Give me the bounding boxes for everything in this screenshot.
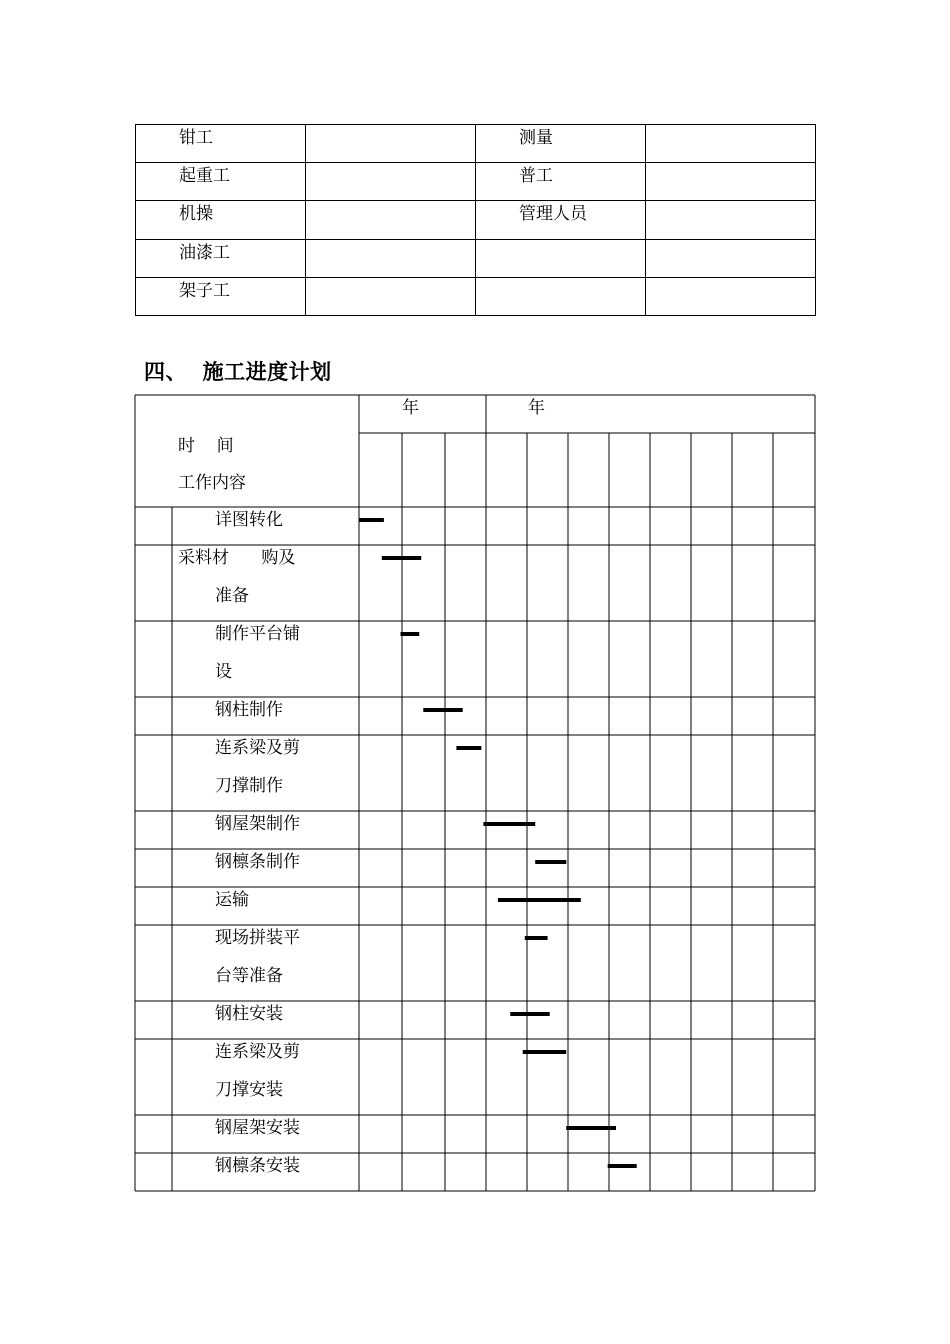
trade-cell: 起重工	[136, 163, 306, 201]
trade-cell: 架子工	[136, 277, 306, 315]
schedule-bar	[510, 1012, 549, 1016]
trade-cell: 测量	[476, 125, 646, 163]
year-label: 年	[528, 398, 545, 418]
task-label: 钢柱制作	[215, 700, 283, 720]
schedule-bar	[608, 1164, 637, 1168]
schedule-bar	[483, 822, 535, 826]
task-label: 钢柱安装	[215, 1004, 283, 1024]
task-label: 详图转化	[215, 510, 283, 530]
task-label: 钢屋架制作	[215, 814, 300, 834]
task-label: 制作平台铺	[215, 624, 300, 644]
task-label: 采料材 购及	[178, 548, 296, 568]
task-label-continued: 准备	[215, 586, 249, 606]
task-label: 现场拼装平	[215, 928, 300, 948]
section-title: 施工进度计划	[202, 360, 332, 384]
section-number: 四、	[144, 360, 187, 384]
schedule-bar	[566, 1126, 616, 1130]
schedule-bar	[359, 518, 384, 522]
task-label: 钢檩条安装	[215, 1156, 300, 1176]
year-label: 年	[402, 398, 419, 418]
schedule-bar	[535, 860, 566, 864]
schedule-bar	[382, 556, 421, 560]
schedule-bar	[525, 936, 548, 940]
header-content-label: 工作内容	[178, 473, 246, 493]
header-time-label: 时 间	[178, 436, 234, 456]
trade-cell: 钳工	[136, 125, 306, 163]
schedule-bar	[523, 1050, 567, 1054]
task-label-continued: 台等准备	[215, 966, 283, 986]
task-label-continued: 刀撑安装	[215, 1080, 283, 1100]
schedule-bar	[498, 898, 581, 902]
trade-cell: 普工	[476, 163, 646, 201]
trade-cell: 油漆工	[136, 239, 306, 277]
task-label: 钢檩条制作	[215, 852, 300, 872]
schedule-bar	[456, 746, 481, 750]
trade-cell: 管理人员	[476, 201, 646, 239]
task-label-continued: 刀撑制作	[215, 776, 283, 796]
task-label: 钢屋架安装	[215, 1118, 300, 1138]
task-label: 连系梁及剪	[215, 1042, 300, 1062]
trade-cell: 机操	[136, 201, 306, 239]
task-label: 运输	[215, 890, 249, 910]
task-label: 连系梁及剪	[215, 738, 300, 758]
task-label-continued: 设	[215, 662, 232, 682]
schedule-bar	[423, 708, 462, 712]
schedule-bar	[401, 632, 420, 636]
